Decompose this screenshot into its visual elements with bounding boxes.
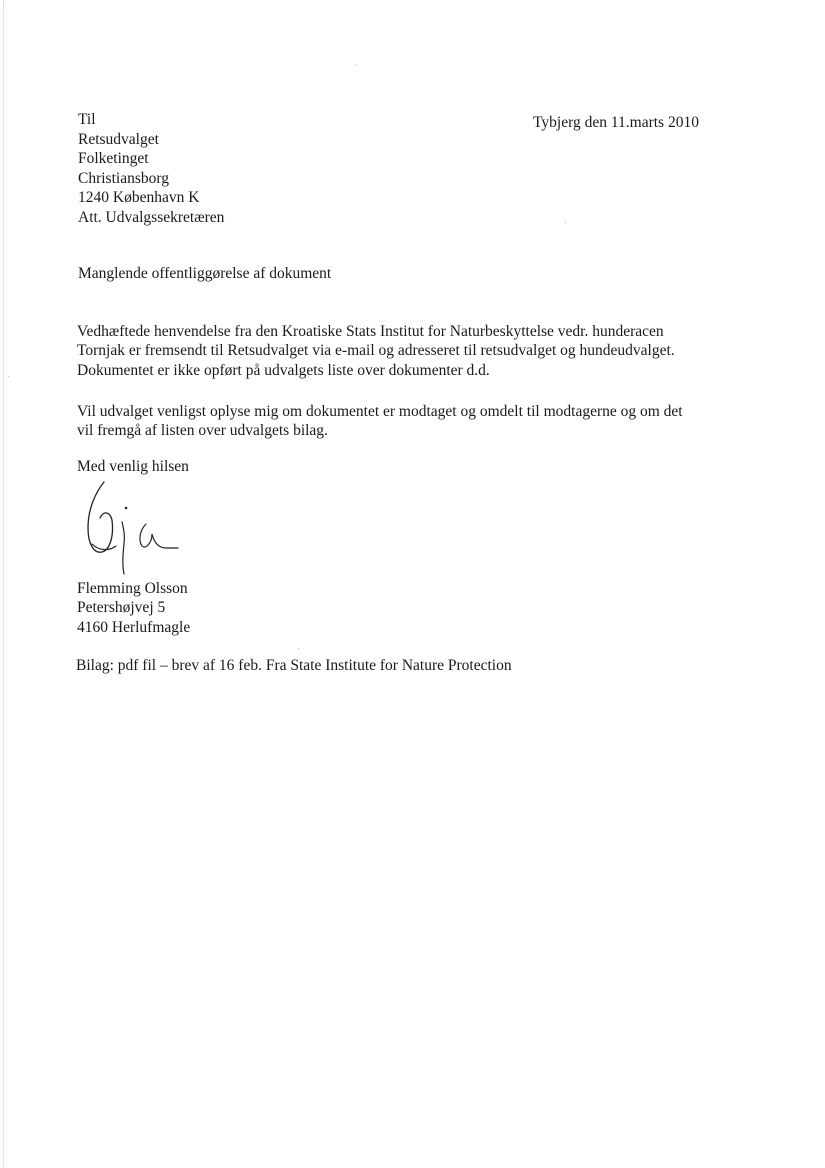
scan-speck [8,376,9,377]
paragraph-line: Tornjak er fremsendt til Retsudvalget via e-mail og adresseret til retsudvalget og hundeudvalget. [77,342,675,360]
paragraph-line: Dokumentet er ikke opført på udvalgets liste over dokumenter d.d. [77,361,490,379]
sender-line: Petershøjvej 5 [77,599,166,617]
body-paragraph-2 [77,402,683,441]
paragraph-line: vil fremgå af listen over udvalgets bilag. [77,422,328,440]
closing-greeting: Med venlig hilsen [77,458,189,475]
scan-speck [565,222,566,223]
scan-speck [298,648,299,649]
scan-speck [356,64,357,65]
attachment-note: Bilag: pdf fil – brev af 16 feb. Fra State Institute for Nature Protection [76,657,512,674]
paragraph-line: Vil udvalget venligst oplyse mig om dokumentet er modtaget og omdelt til modtagerne og om det [77,403,683,420]
address-line: Folketinget [78,150,149,168]
address-line: 1240 København K [78,189,200,207]
handwritten-signature [82,478,192,578]
sender-line: Flemming Olsson [77,580,188,597]
recipient-address [78,110,224,228]
letter-date: Tybjerg den 11.marts 2010 [533,114,699,131]
address-line: Til [78,111,96,128]
paragraph-line: Vedhæftede henvendelse fra den Kroatiske Stats Institut for Naturbeskyttelse vedr. hunderacen [77,323,664,340]
scan-edge [3,0,4,1168]
letter-subject: Manglende offentliggørelse af dokument [78,265,332,282]
address-line: Att. Udvalgssekretæren [78,208,225,226]
address-line: Retsudvalget [78,130,159,148]
sender-line: 4160 Herlufmagle [77,618,191,636]
body-paragraph-1 [77,322,675,380]
address-line: Christiansborg [78,169,169,187]
sender-address [77,579,190,637]
